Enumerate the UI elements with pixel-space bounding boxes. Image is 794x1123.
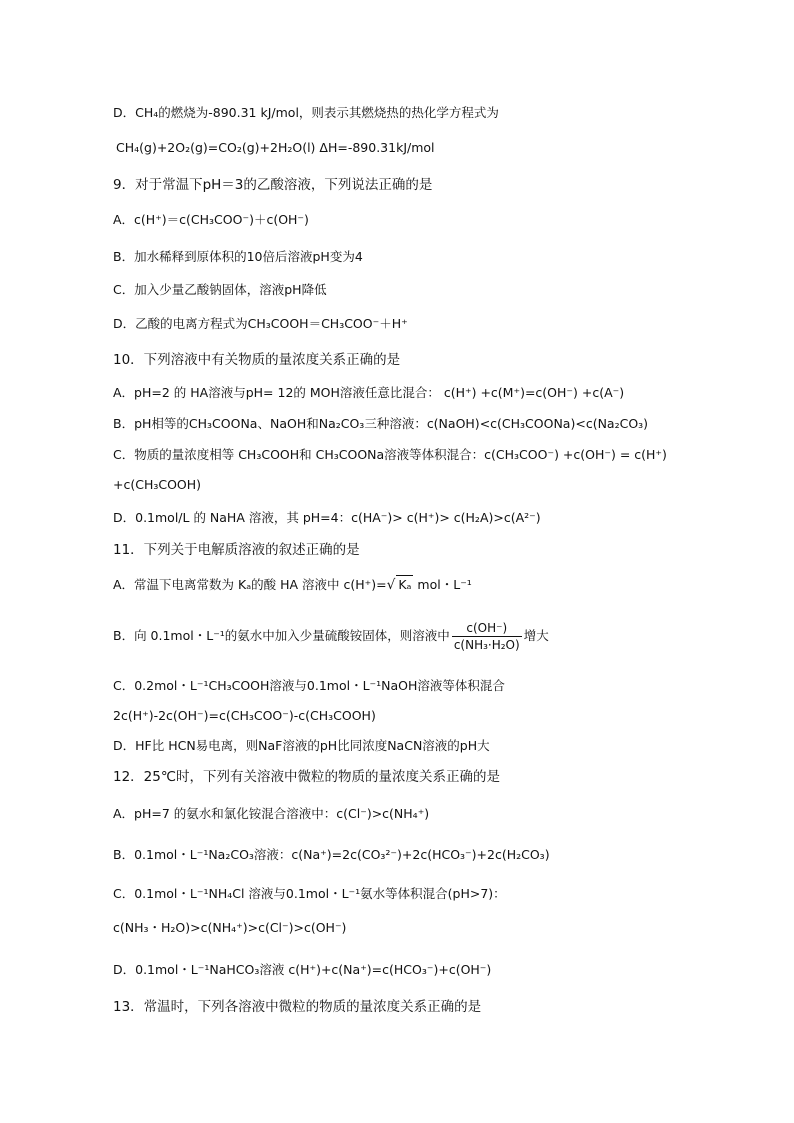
option-11c-equation: 2c(H⁺)-2c(OH⁻)=c(CH₃COO⁻)-c(CH₃COOH) <box>113 708 376 723</box>
option-12c-equation: c(NH₃・H₂O)>c(NH₄⁺)>c(Cl⁻)>c(OH⁻) <box>113 920 347 935</box>
option-12c: C．0.1mol・L⁻¹NH₄Cl 溶液与0.1mol・L⁻¹氨水等体积混合(pH>7)： <box>113 886 506 901</box>
option-9b: B．加水稀释到原体积的10倍后溶液pH变为4 <box>113 249 363 264</box>
fraction-numerator: c(OH⁻) <box>452 620 522 637</box>
question-10-stem: 10．下列溶液中有关物质的量浓度关系正确的是 <box>113 352 401 368</box>
option-11b-lead: B．向 0.1mol・L⁻¹的氨水中加入少量硫酸铵固体，则溶液中 <box>113 628 450 643</box>
option-11a-tail: mol・L⁻¹ <box>413 577 472 592</box>
option-11b-fraction <box>452 620 522 653</box>
question-11-stem: 11．下列关于电解质溶液的叙述正确的是 <box>113 542 360 558</box>
option-9d: D．乙酸的电离方程式为CH₃COOH＝CH₃COO⁻＋H⁺ <box>113 316 408 331</box>
thermo-equation: CH₄(g)+2O₂(g)=CO₂(g)+2H₂O(l) ΔH=-890.31kJ/mol <box>116 140 435 155</box>
option-10c: C．物质的量浓度相等 CH₃COOH和 CH₃COONa溶液等体积混合：c(CH₃COO⁻) +c(OH⁻) = c(H⁺) <box>113 447 667 462</box>
option-11a <box>113 575 754 594</box>
question-13-stem: 13．常温时，下列各溶液中微粒的物质的量浓度关系正确的是 <box>113 999 482 1015</box>
option-10b: B．pH相等的CH₃COONa、NaOH和Na₂CO₃三种溶液：c(NaOH)<c(CH₃COONa)<c(Na₂CO₃) <box>113 416 649 431</box>
option-11b-tail: 增大 <box>523 628 549 643</box>
option-11b <box>113 620 754 653</box>
option-11c: C．0.2mol・L⁻¹CH₃COOH溶液与0.1mol・L⁻¹NaOH溶液等体积混合 <box>113 678 505 693</box>
fraction-denominator: c(NH₃·H₂O) <box>453 638 520 652</box>
question-12-stem: 12．25℃时，下列有关溶液中微粒的物质的量浓度关系正确的是 <box>113 769 501 785</box>
question-9-stem: 9．对于常温下pH＝3的乙酸溶液，下列说法正确的是 <box>113 177 433 193</box>
option-11a-lead: A．常温下电离常数为 Kₐ的酸 HA 溶液中 c(H⁺)= <box>113 577 387 592</box>
option-12d: D．0.1mol・L⁻¹NaHCO₃溶液 c(H⁺)+c(Na⁺)=c(HCO₃⁻)+c(OH⁻) <box>113 962 492 977</box>
option-11a-radicand: Kₐ <box>398 577 412 592</box>
option-9c: C．加入少量乙酸钠固体，溶液pH降低 <box>113 282 327 297</box>
option-10c-continued: +c(CH₃COOH) <box>113 477 202 492</box>
option-9a: A．c(H⁺)＝c(CH₃COO⁻)＋c(OH⁻) <box>113 212 309 227</box>
option-8d-text: D．CH₄的燃烧为-890.31 kJ/mol，则表示其燃烧热的热化学方程式为 <box>113 105 499 120</box>
option-10d: D．0.1mol/L 的 NaHA 溶液，其 pH=4：c(HA⁻)> c(H⁺)> c(H₂A)>c(A²⁻) <box>113 510 541 525</box>
option-10a: A．pH=2 的 HA溶液与pH= 12的 MOH溶液任意比混合： c(H⁺) +c(M⁺)=c(OH⁻) +c(A⁻) <box>113 385 625 400</box>
sqrt-icon: √ <box>386 577 396 593</box>
option-12a: A．pH=7 的氨水和氯化铵混合溶液中：c(Cl⁻)>c(NH₄⁺) <box>113 806 430 821</box>
option-11d: D．HF比 HCN易电离，则NaF溶液的pH比同浓度NaCN溶液的pH大 <box>113 738 490 753</box>
option-12b: B．0.1mol・L⁻¹Na₂CO₃溶液：c(Na⁺)=2c(CO₃²⁻)+2c(HCO₃⁻)+2c(H₂CO₃) <box>113 847 550 862</box>
